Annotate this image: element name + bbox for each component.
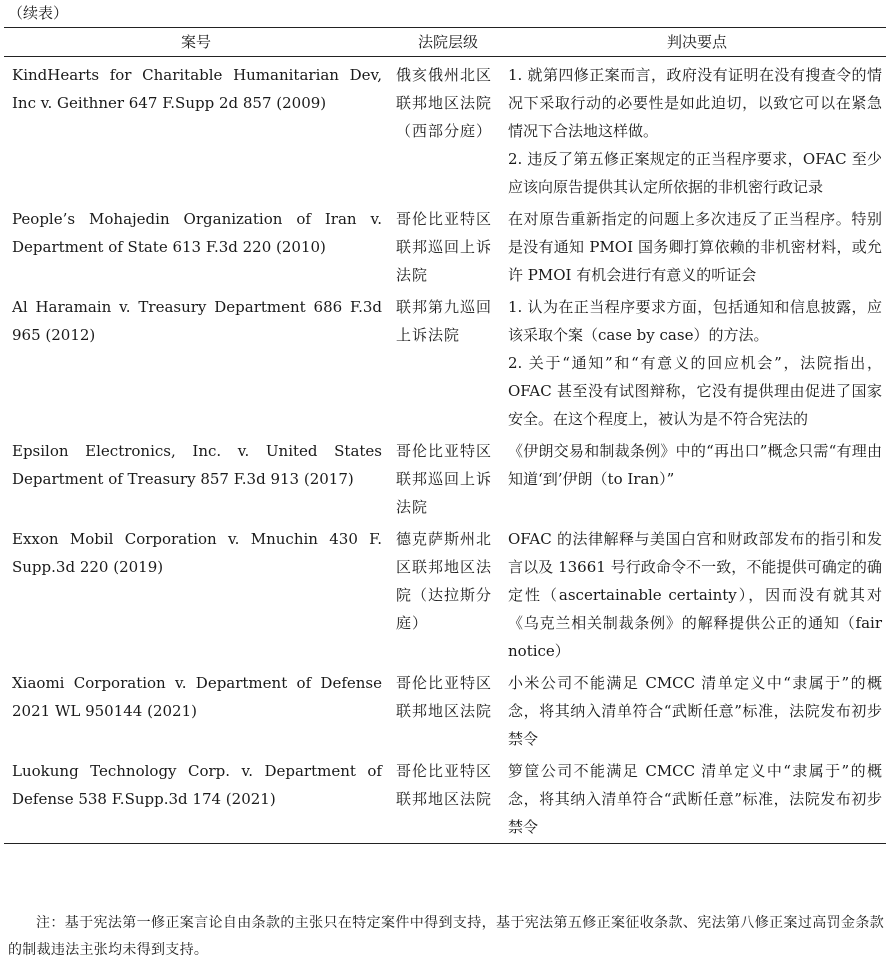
table-row bbox=[4, 521, 886, 665]
court-cell: 哥伦比亚特区联邦巡回上诉法院 bbox=[396, 442, 493, 516]
table-header-row bbox=[4, 28, 886, 57]
header-court-level: 法院层级 bbox=[388, 28, 508, 57]
table-row bbox=[4, 753, 886, 844]
ruling-paragraph: 2. 违反了第五修正案规定的正当程序要求，OFAC 至少应该向原告提供其认定所依据的非机密行政记录 bbox=[508, 150, 882, 196]
ruling-cell bbox=[508, 433, 886, 521]
case-cell: KindHearts for Charitable Humanitarian Dev, Inc v. Geithner 647 F.Supp 2d 857 (2009) bbox=[12, 66, 382, 112]
header-ruling-points: 判决要点 bbox=[508, 28, 886, 57]
ruling-paragraph: 在对原告重新指定的问题上多次违反了正当程序。特别是没有通知 PMOI 国务卿打算依赖的非机密材料，或允许 PMOI 有机会进行有意义的听证会 bbox=[508, 210, 882, 284]
case-cell: People’s Mohajedin Organization of Iran v. Department of State 613 F.3d 220 (2010) bbox=[12, 210, 382, 256]
court-cell: 哥伦比亚特区联邦巡回上诉法院 bbox=[396, 210, 493, 284]
ruling-paragraph: 1. 就第四修正案而言，政府没有证明在没有搜查令的情况下采取行动的必要性是如此迫切，以致它可以在紧急情况下合法地这样做。 bbox=[508, 66, 882, 140]
ruling-paragraph: OFAC 的法律解释与美国白宫和财政部发布的指引和发言以及 13661 号行政命令不一致，不能提供可确定的确定性（ascertainable certainty），因而没有就其对《乌克兰相关制裁条例》的解释提供公正的通知（fair notice） bbox=[508, 530, 882, 660]
table-row bbox=[4, 57, 886, 202]
case-cell: Luokung Technology Corp. v. Department of Defense 538 F.Supp.3d 174 (2021) bbox=[4, 753, 388, 844]
sanctions-cases-table bbox=[4, 27, 886, 844]
court-cell: 德克萨斯州北区联邦地区法院（达拉斯分庭） bbox=[396, 530, 493, 632]
ruling-cell bbox=[508, 753, 886, 844]
court-cell: 哥伦比亚特区联邦地区法院 bbox=[388, 753, 508, 844]
table-row bbox=[4, 665, 886, 753]
ruling-cell bbox=[508, 201, 886, 289]
court-cell: 联邦第九巡回上诉法院 bbox=[396, 298, 493, 344]
table-row bbox=[4, 289, 886, 433]
court-cell: 哥伦比亚特区联邦地区法院 bbox=[396, 674, 493, 720]
court-cell: 俄亥俄州北区联邦地区法院（西部分庭） bbox=[396, 66, 493, 140]
ruling-paragraph: 小米公司不能满足 CMCC 清单定义中“隶属于”的概念，将其纳入清单符合“武断任意”标准，法院发布初步禁令 bbox=[508, 674, 882, 748]
case-cell: Epsilon Electronics, Inc. v. United States Department of Treasury 857 F.3d 913 (2017) bbox=[12, 442, 382, 488]
ruling-cell bbox=[508, 665, 886, 753]
ruling-paragraph: 2. 关于“通知”和“有意义的回应机会”，法院指出，OFAC 甚至没有试图辩称，它没有提供理由促进了国家安全。在这个程度上，被认为是不符合宪法的 bbox=[508, 354, 882, 428]
ruling-cell bbox=[508, 289, 886, 433]
ruling-cell bbox=[508, 521, 886, 665]
case-cell: Exxon Mobil Corporation v. Mnuchin 430 F. Supp.3d 220 (2019) bbox=[12, 530, 382, 576]
ruling-cell bbox=[508, 57, 886, 202]
ruling-paragraph: 箩筐公司不能满足 CMCC 清单定义中“隶属于”的概念，将其纳入清单符合“武断任意”标准，法院发布初步禁令 bbox=[508, 762, 882, 836]
ruling-paragraph: 《伊朗交易和制裁条例》中的“再出口”概念只需“有理由知道‘到’伊朗（to Iran）” bbox=[508, 442, 882, 488]
table-row bbox=[4, 433, 886, 521]
continuation-label: （续表） bbox=[8, 4, 69, 22]
case-cell: Xiaomi Corporation v. Department of Defense 2021 WL 950144 (2021) bbox=[12, 674, 382, 720]
ruling-paragraph: 1. 认为在正当程序要求方面，包括通知和信息披露，应该采取个案（case by case）的方法。 bbox=[508, 298, 882, 344]
header-case-number: 案号 bbox=[4, 28, 388, 57]
table-footnote: 注：基于宪法第一修正案言论自由条款的主张只在特定案件中得到支持，基于宪法第五修正案征收条款、宪法第八修正案过高罚金条款的制裁违法主张均未得到支持。 bbox=[8, 915, 884, 958]
table-row bbox=[4, 201, 886, 289]
case-cell: Al Haramain v. Treasury Department 686 F.3d 965 (2012) bbox=[12, 298, 382, 344]
